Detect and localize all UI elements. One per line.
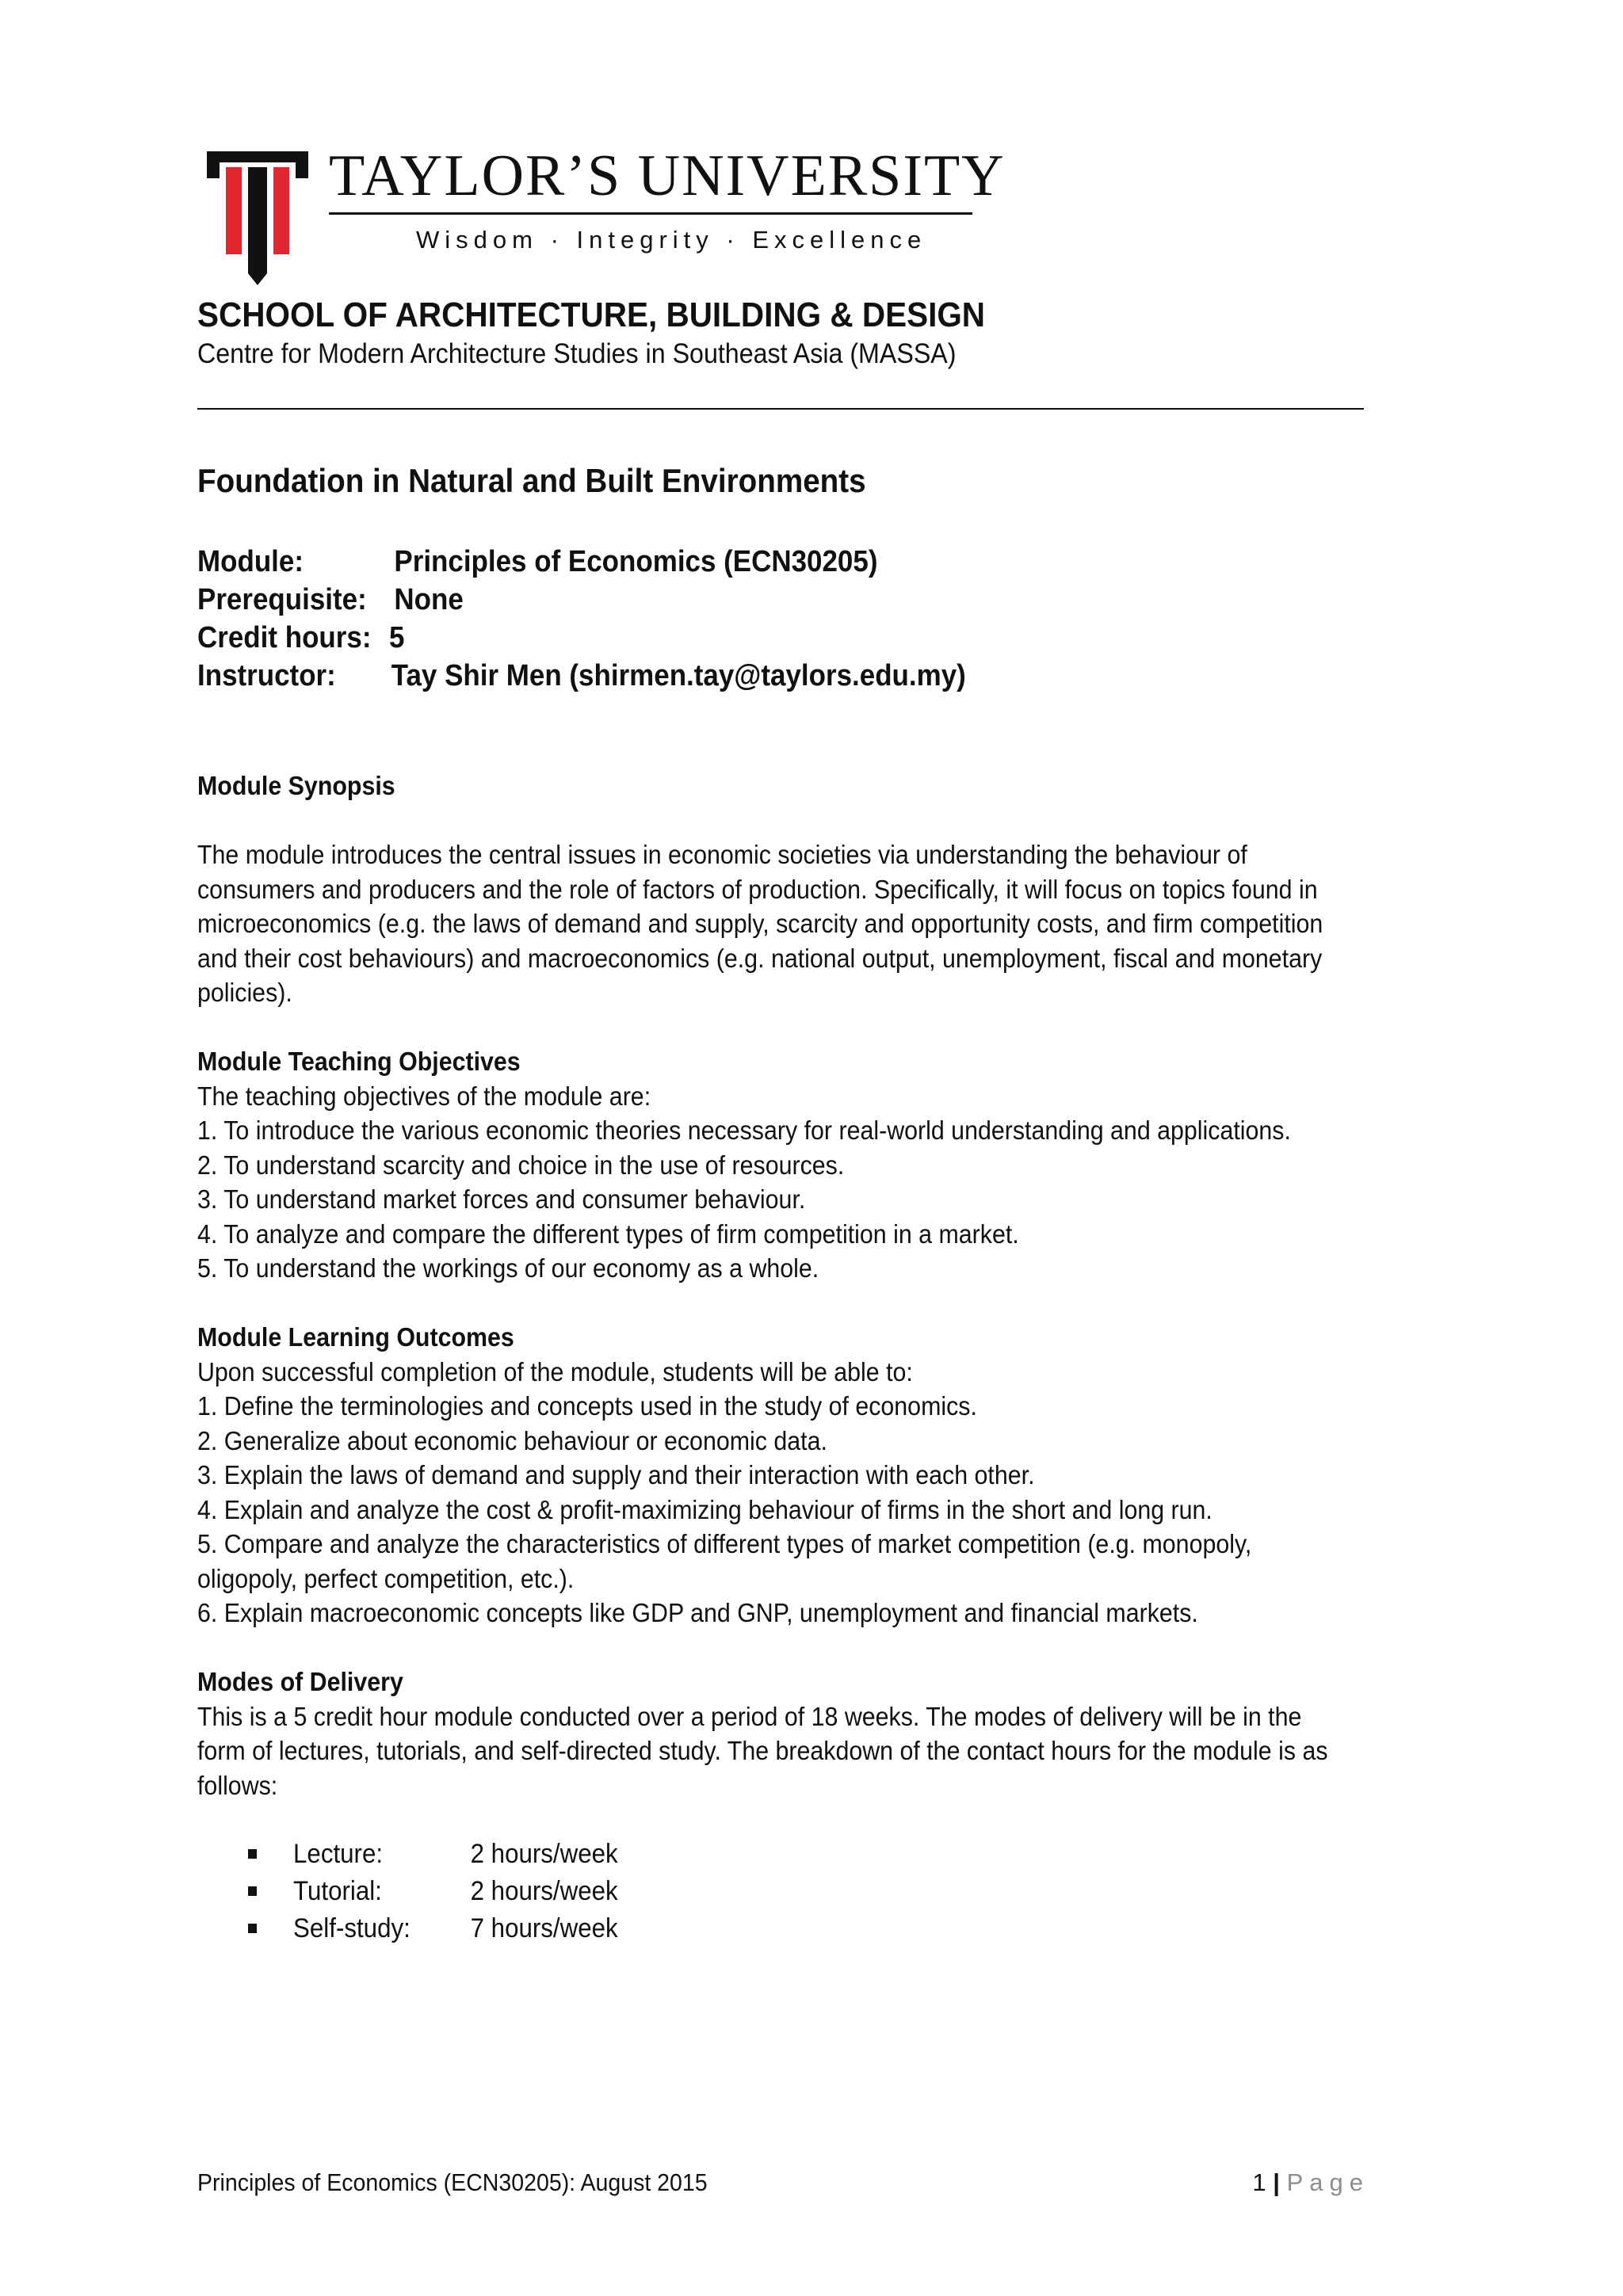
- crest-icon: [202, 147, 313, 285]
- synopsis-body: [197, 837, 1364, 1010]
- section-intro: The teaching objectives of the module are:: [197, 1081, 651, 1111]
- programme-title: Foundation in Natural and Built Environments: [197, 462, 866, 499]
- page-number: 1: [1252, 2168, 1266, 2196]
- university-motto: Wisdom · Integrity · Excellence: [416, 226, 927, 254]
- paragraph-line: This is a 5 credit hour module conducted over a period of 18 weeks. The modes of delivery will be in the: [197, 1701, 1302, 1731]
- bullet-icon: [248, 1849, 257, 1859]
- university-name: TAYLOR’S UNIVERSITY: [329, 143, 1006, 208]
- info-key: Instructor:: [197, 659, 336, 692]
- bullet-icon: [248, 1886, 257, 1896]
- paragraph-line: and their cost behaviours) and macroeconomics (e.g. national output, unemployment, fiscal and monetary: [197, 943, 1323, 973]
- outcomes-section: [197, 1320, 1364, 1630]
- item-label: Lecture:: [293, 1839, 384, 1869]
- page-label: Page: [1286, 2168, 1369, 2196]
- list-item: 6. Explain macroeconomic concepts like GDP and GNP, unemployment and financial markets.: [197, 1598, 1198, 1627]
- section-heading: Module Learning Outcomes: [197, 1322, 514, 1352]
- list-item: 1. To introduce the various economic theories necessary for real-world understanding and applications.: [197, 1116, 1291, 1145]
- item-value: 2 hours/week: [470, 1876, 618, 1906]
- info-key: Credit hours:: [197, 621, 372, 654]
- paragraph-line: consumers and producers and the role of factors of production. Specifically, it will focus on topics found in: [197, 874, 1318, 904]
- section-heading: Modes of Delivery: [197, 1667, 403, 1696]
- objectives-section: [197, 1044, 1364, 1286]
- info-value: Tay Shir Men (shirmen.tay@taylors.edu.my): [391, 659, 966, 692]
- centre-name: Centre for Modern Architecture Studies in Southeast Asia (MASSA): [197, 338, 957, 369]
- item-label: Self-study:: [293, 1913, 411, 1943]
- list-item: 5. Compare and analyze the characteristics of different types of market competition (e.g. monopoly,: [197, 1529, 1252, 1558]
- info-value: 5: [388, 621, 405, 654]
- list-item: 3. To understand market forces and consumer behaviour.: [197, 1184, 806, 1214]
- list-item: 4. To analyze and compare the different types of firm competition in a market.: [197, 1219, 1019, 1249]
- item-label: Tutorial:: [293, 1876, 382, 1906]
- list-item: 3. Explain the laws of demand and supply and their interaction with each other.: [197, 1460, 1035, 1489]
- list-item: 1. Define the terminologies and concepts used in the study of economics.: [197, 1391, 977, 1421]
- list-item: 5. To understand the workings of our economy as a whole.: [197, 1253, 819, 1283]
- paragraph-line: form of lectures, tutorials, and self-directed study. The breakdown of the contact hours for the module is as: [197, 1736, 1328, 1765]
- info-key: Prerequisite:: [197, 583, 367, 616]
- bullet-icon: [248, 1924, 257, 1933]
- item-value: 7 hours/week: [470, 1913, 618, 1943]
- section-intro: Upon successful completion of the module, students will be able to:: [197, 1356, 913, 1386]
- info-value: None: [394, 583, 464, 616]
- page-indicator: [1252, 2168, 1369, 2197]
- university-logo: [202, 143, 1006, 289]
- paragraph-line: microeconomics (e.g. the laws of demand and supply, scarcity and opportunity costs, and firm competition: [197, 909, 1323, 938]
- list-item: oligopoly, perfect competition, etc.).: [197, 1563, 575, 1593]
- footer-title: Principles of Economics (ECN30205): August 2015: [197, 2168, 708, 2196]
- list-item: 4. Explain and analyze the cost & profit-maximizing behaviour of firms in the short and long run.: [197, 1494, 1212, 1524]
- paragraph-line: follows:: [197, 1770, 278, 1800]
- list-item: 2. Generalize about economic behaviour or economic data.: [197, 1425, 827, 1455]
- info-value: Principles of Economics (ECN30205): [394, 545, 878, 578]
- info-key: Module:: [197, 545, 304, 578]
- header-divider: [197, 408, 1364, 410]
- synopsis-section: [197, 769, 1364, 803]
- list-item: 2. To understand scarcity and choice in the use of resources.: [197, 1150, 845, 1180]
- page-separator: |: [1273, 2168, 1280, 2196]
- paragraph-line: policies).: [197, 978, 292, 1007]
- paragraph-line: The module introduces the central issues in economic societies via understanding the behaviour of: [197, 840, 1247, 869]
- delivery-section: [197, 1665, 1364, 1802]
- logo-divider: [329, 212, 972, 215]
- section-heading: Module Synopsis: [197, 771, 395, 800]
- section-heading: Module Teaching Objectives: [197, 1047, 521, 1076]
- item-value: 2 hours/week: [470, 1839, 618, 1869]
- school-name: SCHOOL OF ARCHITECTURE, BUILDING & DESIGN: [197, 296, 986, 334]
